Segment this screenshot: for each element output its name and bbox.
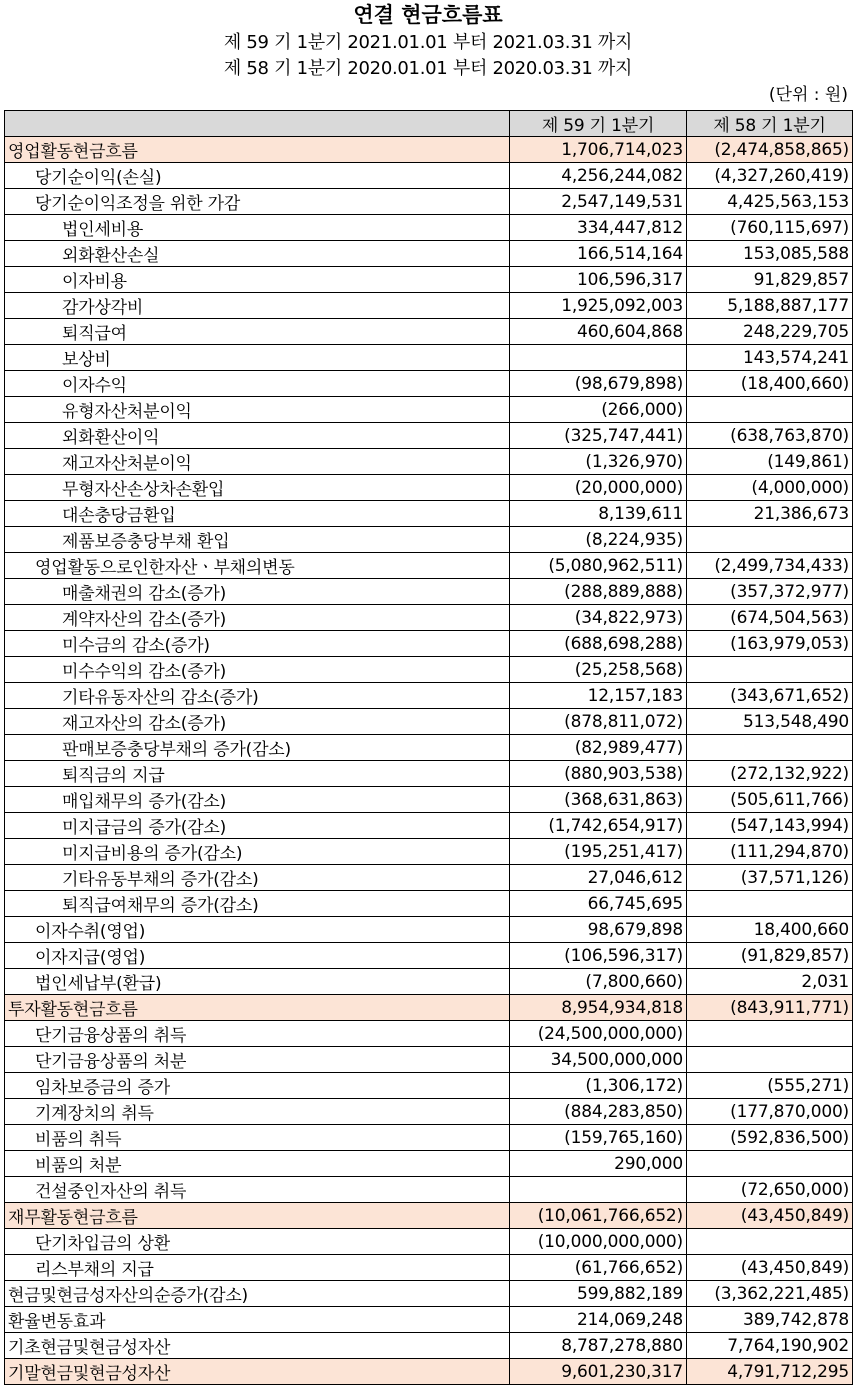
table-header-row bbox=[5, 111, 853, 137]
row-label: 비품의 처분 bbox=[5, 1151, 510, 1177]
table-row bbox=[5, 1255, 853, 1281]
row-label: 감가상각비 bbox=[5, 293, 510, 319]
current-period-value: 599,882,189 bbox=[510, 1281, 687, 1307]
current-period-value: (106,596,317) bbox=[510, 943, 687, 969]
row-label: 미지급비용의 증가(감소) bbox=[5, 839, 510, 865]
current-period-value: 8,954,934,818 bbox=[510, 995, 687, 1021]
prior-period-value: (555,271) bbox=[687, 1073, 853, 1099]
prior-period-value: (163,979,053) bbox=[687, 631, 853, 657]
table-row bbox=[5, 1151, 853, 1177]
prior-period-value bbox=[687, 657, 853, 683]
current-period-value: 106,596,317 bbox=[510, 267, 687, 293]
row-label: 외화환산손실 bbox=[5, 241, 510, 267]
table-row bbox=[5, 397, 853, 423]
current-period-value: (10,061,766,652) bbox=[510, 1203, 687, 1229]
current-period-value: (266,000) bbox=[510, 397, 687, 423]
table-row bbox=[5, 1333, 853, 1359]
current-period-value: (1,306,172) bbox=[510, 1073, 687, 1099]
current-period-value: (688,698,288) bbox=[510, 631, 687, 657]
table-row bbox=[5, 787, 853, 813]
table-row bbox=[5, 657, 853, 683]
table-row bbox=[5, 423, 853, 449]
section-row bbox=[5, 137, 853, 163]
current-period-value: 460,604,868 bbox=[510, 319, 687, 345]
current-period-value: 8,787,278,880 bbox=[510, 1333, 687, 1359]
row-label: 당기순이익(손실) bbox=[5, 163, 510, 189]
current-period-value: 166,514,164 bbox=[510, 241, 687, 267]
prior-period-value: (674,504,563) bbox=[687, 605, 853, 631]
row-label: 무형자산손상차손환입 bbox=[5, 475, 510, 501]
row-label: 기타유동부채의 증가(감소) bbox=[5, 865, 510, 891]
prior-period-value: (4,000,000) bbox=[687, 475, 853, 501]
row-label: 기계장치의 취득 bbox=[5, 1099, 510, 1125]
current-period-value: (325,747,441) bbox=[510, 423, 687, 449]
table-row bbox=[5, 553, 853, 579]
prior-period-value: 389,742,878 bbox=[687, 1307, 853, 1333]
prior-period-value bbox=[687, 397, 853, 423]
prior-period-value: (2,474,858,865) bbox=[687, 137, 853, 163]
section-row bbox=[5, 1203, 853, 1229]
prior-period-value: (592,836,500) bbox=[687, 1125, 853, 1151]
prior-period-value: (177,870,000) bbox=[687, 1099, 853, 1125]
row-label: 당기순이익조정을 위한 가감 bbox=[5, 189, 510, 215]
row-label: 법인세비용 bbox=[5, 215, 510, 241]
row-label: 영업활동현금흐름 bbox=[5, 137, 510, 163]
table-row bbox=[5, 605, 853, 631]
row-label: 재고자산의 감소(증가) bbox=[5, 709, 510, 735]
row-label: 대손충당금환입 bbox=[5, 501, 510, 527]
current-period-value: (368,631,863) bbox=[510, 787, 687, 813]
row-label: 단기금융상품의 처분 bbox=[5, 1047, 510, 1073]
row-label: 제품보증충당부채 환입 bbox=[5, 527, 510, 553]
prior-period-value: (357,372,977) bbox=[687, 579, 853, 605]
row-label: 이자지급(영업) bbox=[5, 943, 510, 969]
current-period-value: 4,256,244,082 bbox=[510, 163, 687, 189]
table-row bbox=[5, 189, 853, 215]
prior-period-value: (2,499,734,433) bbox=[687, 553, 853, 579]
table-row bbox=[5, 683, 853, 709]
prior-period-value: 91,829,857 bbox=[687, 267, 853, 293]
current-period-value: 8,139,611 bbox=[510, 501, 687, 527]
row-label: 기말현금및현금성자산 bbox=[5, 1359, 510, 1385]
table-body bbox=[5, 137, 853, 1385]
table-row bbox=[5, 891, 853, 917]
prior-period-value: 153,085,588 bbox=[687, 241, 853, 267]
table-row bbox=[5, 579, 853, 605]
prior-period-value: (547,143,994) bbox=[687, 813, 853, 839]
unit-label: (단위 : 원) bbox=[768, 85, 848, 105]
row-label: 미수수익의 감소(증가) bbox=[5, 657, 510, 683]
current-period-value: (1,326,970) bbox=[510, 449, 687, 475]
current-period-value: (10,000,000,000) bbox=[510, 1229, 687, 1255]
row-label: 보상비 bbox=[5, 345, 510, 371]
current-period-value: 2,547,149,531 bbox=[510, 189, 687, 215]
row-label: 현금및현금성자산의순증가(감소) bbox=[5, 1281, 510, 1307]
prior-period-value: (843,911,771) bbox=[687, 995, 853, 1021]
row-label: 이자비용 bbox=[5, 267, 510, 293]
header-current-period: 제 59 기 1분기 bbox=[510, 111, 687, 137]
prior-period-value: (3,362,221,485) bbox=[687, 1281, 853, 1307]
current-period-value: (82,989,477) bbox=[510, 735, 687, 761]
row-label: 단기차입금의 상환 bbox=[5, 1229, 510, 1255]
prior-period-value bbox=[687, 1151, 853, 1177]
current-period-value: (98,679,898) bbox=[510, 371, 687, 397]
table-row bbox=[5, 943, 853, 969]
prior-period-value: 4,791,712,295 bbox=[687, 1359, 853, 1385]
current-period-value: 98,679,898 bbox=[510, 917, 687, 943]
table-row bbox=[5, 761, 853, 787]
table-row bbox=[5, 241, 853, 267]
row-label: 퇴직금의 지급 bbox=[5, 761, 510, 787]
prior-period-value bbox=[687, 527, 853, 553]
row-label: 미수금의 감소(증가) bbox=[5, 631, 510, 657]
table-row bbox=[5, 501, 853, 527]
row-label: 기초현금및현금성자산 bbox=[5, 1333, 510, 1359]
table-row bbox=[5, 293, 853, 319]
table-row bbox=[5, 735, 853, 761]
prior-period-value: (343,671,652) bbox=[687, 683, 853, 709]
current-period-value: (34,822,973) bbox=[510, 605, 687, 631]
current-period-value bbox=[510, 345, 687, 371]
period-current: 제 59 기 1분기 2021.01.01 부터 2021.03.31 까지 bbox=[223, 32, 633, 53]
current-period-value bbox=[510, 1177, 687, 1203]
section-row bbox=[5, 995, 853, 1021]
prior-period-value: (43,450,849) bbox=[687, 1255, 853, 1281]
current-period-value: (884,283,850) bbox=[510, 1099, 687, 1125]
cash-flow-table bbox=[4, 110, 853, 1385]
row-label: 건설중인자산의 취득 bbox=[5, 1177, 510, 1203]
table-row bbox=[5, 215, 853, 241]
header-prior-period: 제 58 기 1분기 bbox=[687, 111, 853, 137]
current-period-value: (878,811,072) bbox=[510, 709, 687, 735]
row-label: 재무활동현금흐름 bbox=[5, 1203, 510, 1229]
current-period-value: (880,903,538) bbox=[510, 761, 687, 787]
row-label: 미지급금의 증가(감소) bbox=[5, 813, 510, 839]
table-row bbox=[5, 449, 853, 475]
table-row bbox=[5, 865, 853, 891]
table-row bbox=[5, 1229, 853, 1255]
current-period-value: (24,500,000,000) bbox=[510, 1021, 687, 1047]
current-period-value: (5,080,962,511) bbox=[510, 553, 687, 579]
current-period-value: 12,157,183 bbox=[510, 683, 687, 709]
table-row bbox=[5, 1099, 853, 1125]
current-period-value: 290,000 bbox=[510, 1151, 687, 1177]
row-label: 매입채무의 증가(감소) bbox=[5, 787, 510, 813]
prior-period-value: (4,327,260,419) bbox=[687, 163, 853, 189]
current-period-value: (195,251,417) bbox=[510, 839, 687, 865]
prior-period-value bbox=[687, 1021, 853, 1047]
prior-period-value: (272,132,922) bbox=[687, 761, 853, 787]
current-period-value: 9,601,230,317 bbox=[510, 1359, 687, 1385]
row-label: 퇴직급여채무의 증가(감소) bbox=[5, 891, 510, 917]
section-row bbox=[5, 1359, 853, 1385]
current-period-value: (20,000,000) bbox=[510, 475, 687, 501]
table-row bbox=[5, 1047, 853, 1073]
table-row bbox=[5, 813, 853, 839]
table-row bbox=[5, 1177, 853, 1203]
prior-period-value: (638,763,870) bbox=[687, 423, 853, 449]
prior-period-value: 513,548,490 bbox=[687, 709, 853, 735]
prior-period-value bbox=[687, 1047, 853, 1073]
current-period-value: (1,742,654,917) bbox=[510, 813, 687, 839]
row-label: 임차보증금의 증가 bbox=[5, 1073, 510, 1099]
table-row bbox=[5, 345, 853, 371]
table-row bbox=[5, 1073, 853, 1099]
prior-period-value: 7,764,190,902 bbox=[687, 1333, 853, 1359]
current-period-value: (8,224,935) bbox=[510, 527, 687, 553]
table-row bbox=[5, 371, 853, 397]
current-period-value: 1,706,714,023 bbox=[510, 137, 687, 163]
current-period-value: (159,765,160) bbox=[510, 1125, 687, 1151]
current-period-value: 334,447,812 bbox=[510, 215, 687, 241]
prior-period-value: 18,400,660 bbox=[687, 917, 853, 943]
row-label: 기타유동자산의 감소(증가) bbox=[5, 683, 510, 709]
table-row bbox=[5, 1307, 853, 1333]
table-row bbox=[5, 475, 853, 501]
table-row bbox=[5, 917, 853, 943]
table-row bbox=[5, 319, 853, 345]
current-period-value: (288,889,888) bbox=[510, 579, 687, 605]
table-row bbox=[5, 1281, 853, 1307]
row-label: 계약자산의 감소(증가) bbox=[5, 605, 510, 631]
table-row bbox=[5, 631, 853, 657]
current-period-value: 66,745,695 bbox=[510, 891, 687, 917]
current-period-value: (25,258,568) bbox=[510, 657, 687, 683]
prior-period-value bbox=[687, 891, 853, 917]
prior-period-value: (18,400,660) bbox=[687, 371, 853, 397]
row-label: 법인세납부(환급) bbox=[5, 969, 510, 995]
row-label: 매출채권의 감소(증가) bbox=[5, 579, 510, 605]
prior-period-value: (91,829,857) bbox=[687, 943, 853, 969]
row-label: 환율변동효과 bbox=[5, 1307, 510, 1333]
row-label: 외화환산이익 bbox=[5, 423, 510, 449]
table-row bbox=[5, 969, 853, 995]
prior-period-value: (111,294,870) bbox=[687, 839, 853, 865]
current-period-value: 1,925,092,003 bbox=[510, 293, 687, 319]
table-row bbox=[5, 163, 853, 189]
table-row bbox=[5, 1125, 853, 1151]
prior-period-value: 21,386,673 bbox=[687, 501, 853, 527]
table-row bbox=[5, 839, 853, 865]
row-label: 영업활동으로인한자산ㆍ부채의변동 bbox=[5, 553, 510, 579]
row-label: 리스부채의 지급 bbox=[5, 1255, 510, 1281]
row-label: 이자수취(영업) bbox=[5, 917, 510, 943]
report-title: 연결 현금흐름표 bbox=[353, 3, 503, 27]
table-row bbox=[5, 1021, 853, 1047]
row-label: 비품의 취득 bbox=[5, 1125, 510, 1151]
prior-period-value: 248,229,705 bbox=[687, 319, 853, 345]
current-period-value: 34,500,000,000 bbox=[510, 1047, 687, 1073]
table-row bbox=[5, 267, 853, 293]
current-period-value: (61,766,652) bbox=[510, 1255, 687, 1281]
row-label: 이자수익 bbox=[5, 371, 510, 397]
prior-period-value: (37,571,126) bbox=[687, 865, 853, 891]
prior-period-value: (760,115,697) bbox=[687, 215, 853, 241]
current-period-value: 214,069,248 bbox=[510, 1307, 687, 1333]
current-period-value: (7,800,660) bbox=[510, 969, 687, 995]
prior-period-value: (43,450,849) bbox=[687, 1203, 853, 1229]
row-label: 단기금융상품의 취득 bbox=[5, 1021, 510, 1047]
row-label: 재고자산처분이익 bbox=[5, 449, 510, 475]
prior-period-value: (72,650,000) bbox=[687, 1177, 853, 1203]
row-label: 판매보증충당부채의 증가(감소) bbox=[5, 735, 510, 761]
header-label-cell bbox=[5, 111, 510, 137]
prior-period-value: 2,031 bbox=[687, 969, 853, 995]
prior-period-value bbox=[687, 1229, 853, 1255]
table-row bbox=[5, 527, 853, 553]
current-period-value: 27,046,612 bbox=[510, 865, 687, 891]
prior-period-value: 4,425,563,153 bbox=[687, 189, 853, 215]
prior-period-value: (505,611,766) bbox=[687, 787, 853, 813]
prior-period-value: (149,861) bbox=[687, 449, 853, 475]
prior-period-value: 5,188,887,177 bbox=[687, 293, 853, 319]
prior-period-value bbox=[687, 735, 853, 761]
row-label: 유형자산처분이익 bbox=[5, 397, 510, 423]
row-label: 투자활동현금흐름 bbox=[5, 995, 510, 1021]
table-row bbox=[5, 709, 853, 735]
row-label: 퇴직급여 bbox=[5, 319, 510, 345]
report-header bbox=[0, 0, 856, 82]
prior-period-value: 143,574,241 bbox=[687, 345, 853, 371]
period-prior: 제 58 기 1분기 2020.01.01 부터 2020.03.31 까지 bbox=[223, 58, 633, 79]
